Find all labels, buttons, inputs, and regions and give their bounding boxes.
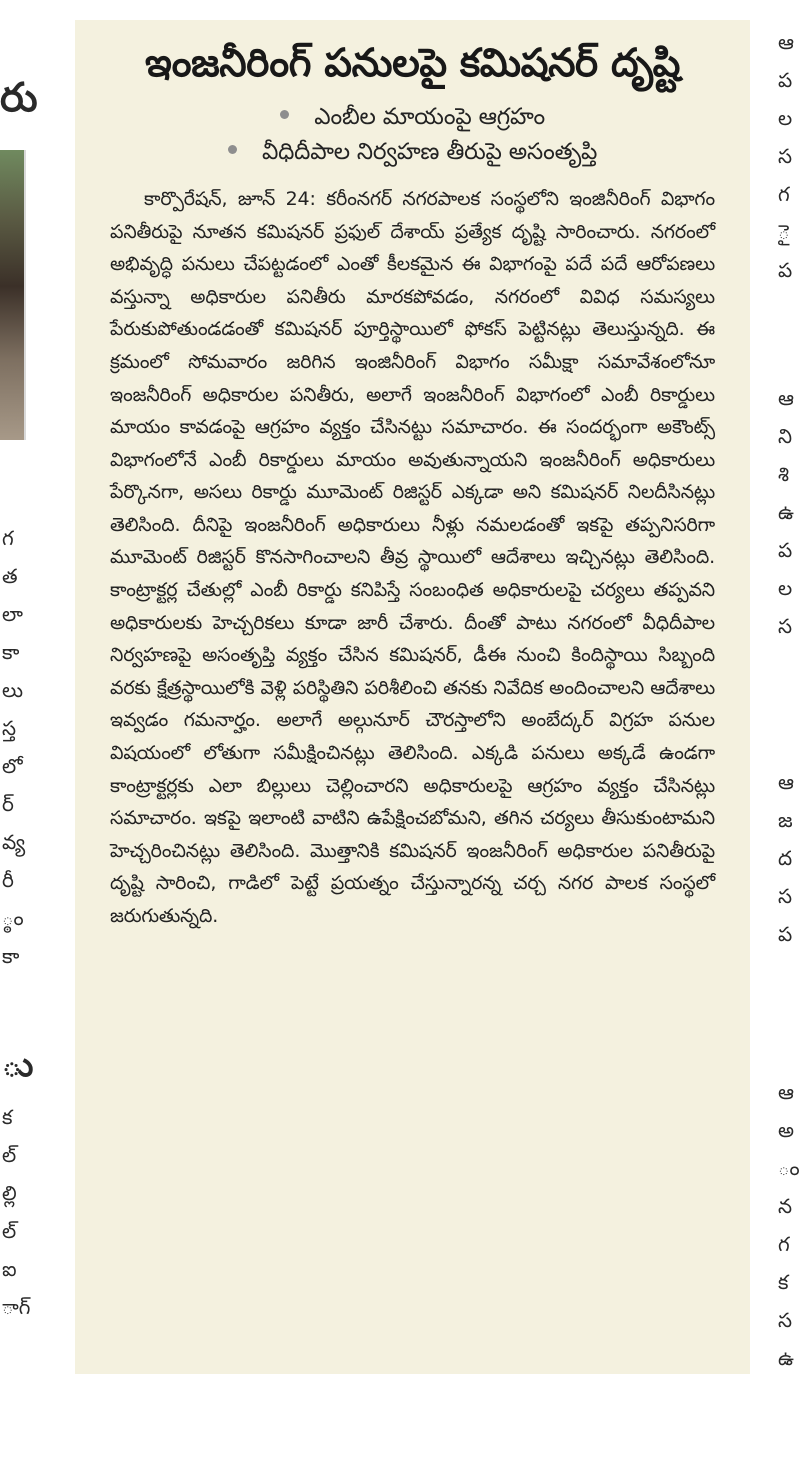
adjacent-right-line: ప [778,922,793,946]
adjacent-right-column [742,0,800,1471]
adjacent-right-line: ని [778,424,793,448]
adjacent-right-line: ల [778,106,793,130]
adjacent-right-line: అ [778,1118,794,1142]
adjacent-right-line: ఆ [778,386,794,410]
adjacent-left-line: త [2,564,18,588]
adjacent-left-line: ్ఠం [2,906,24,930]
adjacent-right-line: గ [778,1232,790,1256]
adjacent-right-line: స [778,1308,793,1332]
adjacent-right-line: గ [778,182,790,206]
adjacent-right-line: స [778,614,793,638]
adjacent-right-line: శి [778,462,789,486]
bullet-icon [280,110,289,119]
adjacent-right-line: స [778,884,793,908]
adjacent-right-line: ై [778,220,790,244]
adjacent-left-line: కా [2,640,20,664]
adjacent-left-line: క [2,1105,13,1129]
adjacent-right-line: ద [778,846,793,870]
adjacent-right-line: ప [778,258,793,282]
adjacent-right-line: ఉ [778,1346,794,1370]
adjacent-left-line: ఐ [2,1257,17,1281]
article-subheads [110,100,715,171]
adjacent-left-line: లా [2,602,23,626]
article-headline: ఇంజనీరింగ్ పనులపై కమిషనర్ దృష్టి [144,41,681,86]
subhead-text: ఎంబీల మాయంపై ఆగ్రహం [314,103,545,130]
adjacent-left-line: గ [2,526,14,550]
adjacent-left-line: ాగ్ [2,1295,31,1319]
article-body [110,183,715,933]
news-article [75,20,750,1374]
adjacent-left-heading-fragment: రు [0,75,38,121]
adjacent-right-line: క [778,1270,789,1294]
adjacent-left-line: వ్య [2,830,26,854]
adjacent-right-line: ఆ [778,1080,794,1104]
adjacent-right-line: ఉ [778,500,794,524]
subhead-text: వీధిదీపాల నిర్వహణ తీరుపై అసంతృప్తి [261,139,598,166]
adjacent-left-line: రీ [2,868,14,892]
adjacent-right-line: ప [778,68,793,92]
adjacent-left-line: లో [2,754,23,778]
adjacent-right-line: జ [778,808,793,832]
adjacent-left-line: ల్ [2,1143,17,1167]
adjacent-left-line: లు [2,678,24,702]
adjacent-right-line: ల [778,576,793,600]
adjacent-left-line: ర్ [2,792,14,816]
adjacent-left-heading-fragment-2: ు [2,1045,34,1085]
adjacent-right-line: ఆ [778,770,794,794]
adjacent-right-line: స [778,144,793,168]
adjacent-photo [0,150,26,440]
adjacent-left-line: కా [2,944,20,968]
adjacent-right-line: న [778,1194,793,1218]
article-body-paragraph: కార్పొరేషన్, జూన్ 24: కరీంనగర్ నగరపాలక సంస్థలోని ఇంజినీరింగ్ విభాగం పనితీరుపై నూతన కమిషనర్ ప్రఫుల్ దేశాయ్ ప్రత్యేక దృష్టి సారించారు. నగరంలో అభివృద్ధి పనులు చేపట్టడంలో ఎంతో కీలకమైన ఈ విభాగంపై పదే పదే ఆరోపణలు వస్తున్నా అధికారుల పనితీరు మారకపోవడం, నగరంలో వివిధ సమస్యలు పేరుకుపోతుండడంతో కమిషనర్ పూర్తిస్థాయిలో ఫోకస్ పెట్టినట్లు తెలుస్తున్నది. ఈ క్రమంలో సోమవారం జరిగిన ఇంజినీరింగ్ విభాగం సమీక్షా సమావేశంలోనూ ఇంజనీరింగ్ అధికారుల పనితీరు, అలాగే ఇంజనీరింగ్ విభాగంలో ఎంబీ రికార్డులు మాయం కావడంపై ఆగ్రహం వ్యక్తం చేసినట్టు సమాచారం. ఈ సందర్భంగా అకౌంట్స్ విభాగంలోనే ఎంబీ రికార్డులు మాయం అవుతున్నాయని ఇంజనీరింగ్ అధికారులు పేర్కొనగా, అసలు రికార్డు మూమెంట్ రిజిస్టర్ ఎక్కడా అని కమిషనర్ నిలదీసినట్లు తెలిసింది. దీనిపై ఇంజనీరింగ్ అధికారులు నీళ్లు నమలడంతో ఇకపై తప్పనిసరిగా మూమెంట్ రిజిస్టర్ కొనసాగించాలని తీవ్ర స్థాయిలో ఆదేశాలు ఇచ్చినట్లు తెలిసింది. కాంట్రాక్టర్ల చేతుల్లో ఎంబీ రికార్డు కనిపిస్తే సంబంధిత అధికారులపై చర్యలు తప్పవని అధికారులకు హెచ్చరికలు కూడా జారీ చేశారు. దీంతో పాటు నగరంలో వీధిదీపాల నిర్వహణపై అసంతృప్తి వ్యక్తం చేసిన కమిషనర్, డీఈ నుంచి కిందిస్థాయి సిబ్బంది వరకు క్షేత్రస్థాయిలోకి వెళ్లి పరిస్థితిని పరిశీలించి తనకు నివేదిక అందించాలని ఆదేశాలు ఇవ్వడం గమనార్హం. అలాగే అల్గునూర్ చౌరస్తాలోని అంబేద్కర్ విగ్రహ పనుల విషయంలో లోతుగా సమీక్షించినట్లు తెలిసింది. ఎక్కడి పనులు అక్కడే ఉండగా కాంట్రాక్టర్లకు ఎలా బిల్లులు చెల్లించారని అధికారులపై ఆగ్రహం వ్యక్తం చేసినట్లు సమాచారం. ఇకపై ఇలాంటి వాటిని ఉపేక్షించబోమని, తగిన చర్యలు తీసుకుంటామని హెచ్చరించినట్లు తెలిసింది. మొత్తానికి కమిషనర్ ఇంజనీరింగ్ అధికారుల పనితీరుపై దృష్టి సారించి, గాడిలో పెట్టే ప్రయత్నం చేస్తున్నారన్న చర్చ నగర పాలక సంస్థలో జరుగుతున్నది. [110,187,715,928]
adjacent-right-line: ఆ [778,30,794,54]
subhead-item [110,135,715,171]
adjacent-left-line: ల్ [2,1219,17,1243]
subhead-item [110,100,715,136]
adjacent-right-line: ప [778,538,793,562]
adjacent-left-line: స్త [2,716,17,740]
adjacent-left-column [0,0,48,1471]
bullet-icon [228,145,237,154]
adjacent-left-line: ల్లి [2,1181,17,1205]
adjacent-right-line: ం [778,1156,800,1180]
